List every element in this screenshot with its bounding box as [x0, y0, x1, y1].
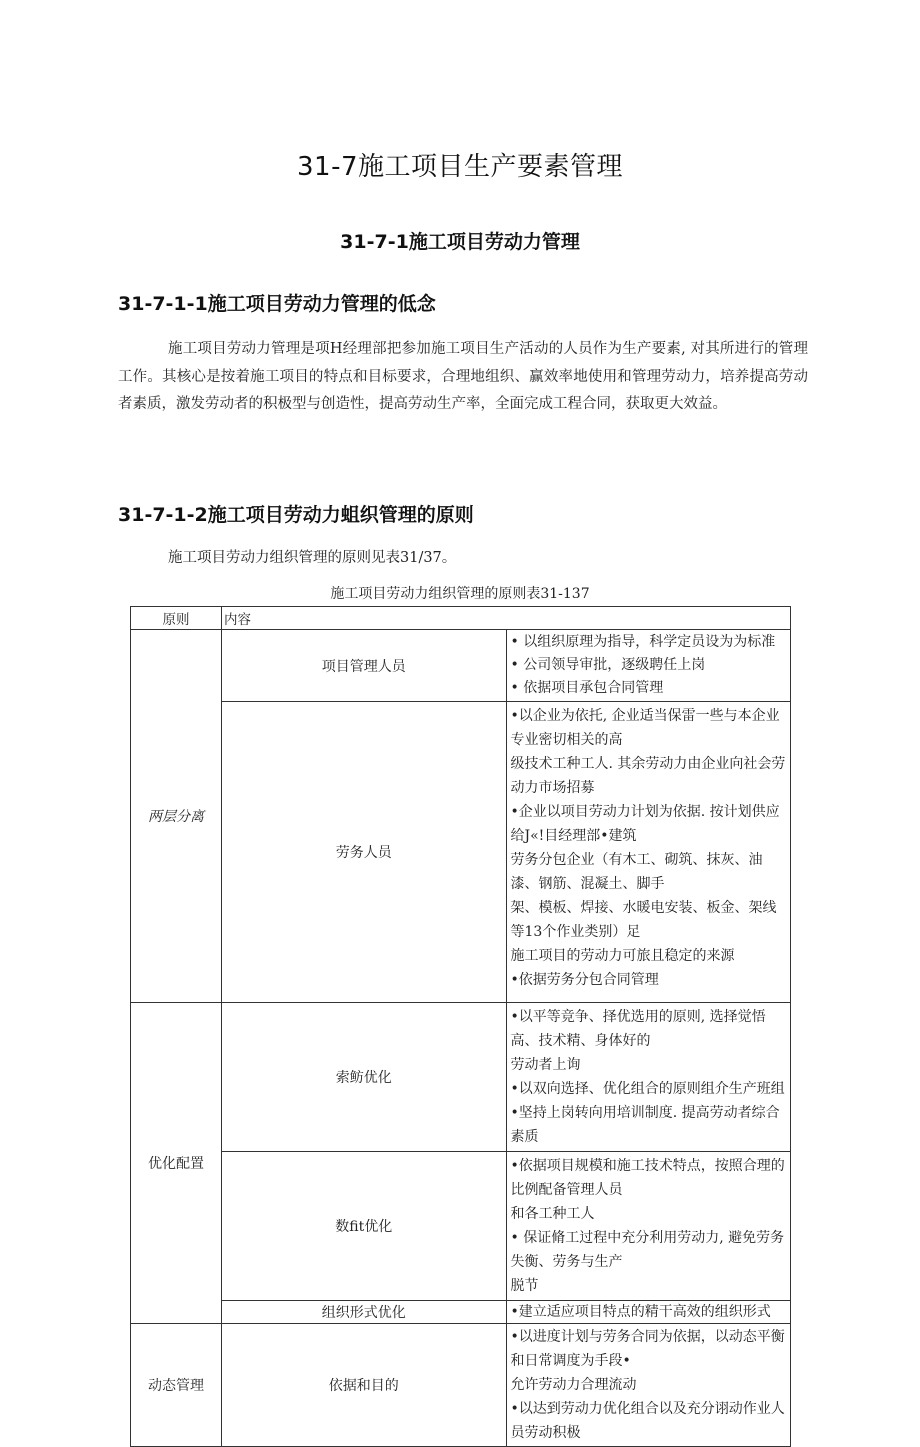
- content-line: • 公司领导审批，逐级聘任上岗: [510, 657, 706, 673]
- content-line: •依据项目规模和施工技术特点，按照合理的比例配备管理人员: [510, 1158, 785, 1198]
- item-cell: 数fit优化: [222, 1152, 507, 1301]
- subsection-heading-concept: 31-7-1-1施工项目劳动力管理的低念: [118, 293, 436, 315]
- content-line: •以平等竞争、择优选用的原则, 选择觉悟高、技术精、身体好的: [510, 1009, 766, 1049]
- table-row: [131, 1152, 791, 1301]
- content-line: 允许劳动力合理流动: [510, 1377, 637, 1393]
- item-cell: 劳务人员: [222, 702, 507, 1003]
- section-heading: 31-7-1施工项目劳动力管理: [340, 231, 580, 253]
- content-line: 施工项目的劳动力可旅且稳定的来源: [510, 948, 735, 964]
- content-line: •坚持上岗转向用培训制度. 提高劳动者综合素质: [510, 1105, 780, 1145]
- item-cell: 依据和目的: [222, 1324, 507, 1447]
- content-line: •以企业为依托, 企业适当保雷一些与本企业专业密切相关的高: [510, 708, 780, 748]
- content-cell: [506, 630, 791, 702]
- table-row: [131, 1003, 791, 1152]
- item-cell: 索鲂优化: [222, 1003, 507, 1152]
- content-line: 架、模板、焊接、水暖电安装、板金、架线等13个作业类别）足: [510, 900, 777, 940]
- principles-table: [130, 606, 791, 1447]
- principle-cell: 两层分离: [131, 630, 222, 1003]
- table-header-row: [131, 607, 791, 630]
- content-line: •以双向选择、优化组合的原则组介生产班组: [510, 1081, 785, 1097]
- content-line: •以进度计划与劳务合同为依据，以动态平衡和日常调度为手段•: [510, 1329, 785, 1369]
- subsection-heading-principles: 31-7-1-2施工项目劳动力蛆织管理的原则: [118, 504, 474, 526]
- content-line: •企业以项目劳动力计划为依据. 按计划供应给J«!目经理部•建筑: [510, 804, 780, 844]
- content-cell: [506, 1003, 791, 1152]
- table-row: [131, 630, 791, 702]
- content-line: •建立适应项目特点的精干高效的组织形式: [510, 1303, 771, 1320]
- item-cell: 组织形式优化: [222, 1301, 507, 1324]
- content-line: •以达到劳动力优化组合以及充分诩动作业人员劳动积极: [510, 1401, 785, 1441]
- content-line: 劳务分包企业（有木工、砌筑、抹灰、油漆、钢筋、混凝土、脚手: [510, 852, 763, 892]
- principle-cell: 动态管理: [131, 1324, 222, 1447]
- content-line: 级技术工种工人. 其余劳动力由企业向社会劳动力市场招募: [510, 756, 786, 796]
- content-line: 和各工种工人: [510, 1206, 595, 1222]
- content-line: • 依据项目承包合同管理: [510, 680, 664, 696]
- content-line: 脱节: [510, 1278, 539, 1294]
- table-row: [131, 1301, 791, 1324]
- principle-cell: 优化配置: [131, 1003, 222, 1324]
- content-cell: [506, 1324, 791, 1447]
- header-principle: 原则: [131, 607, 222, 630]
- content-line: 劳动者上询: [510, 1057, 581, 1073]
- content-line: •依据劳务分包合同管理: [510, 972, 659, 988]
- content-line: • 保证脩工过程中充分利用劳动力, 避免劳务失衡、劳务与生产: [510, 1230, 785, 1270]
- concept-paragraph: 施工项目劳动力管理是项H经理部把参加施工项目生产活动的人员作为生产要素, 对其所进行的管理工作。其核心是按着施工项目的特点和目标要求，合理地组织、赢效率地使用和管理劳动力，培养提高劳动者素质，激发劳动者的积极型与创造性，提高劳动生产率，全面完成工程合同，获取更大效益。: [118, 341, 808, 412]
- table-row: [131, 1324, 791, 1447]
- content-cell: [506, 1301, 791, 1324]
- content-line: • 以组织原理为指导，科学定员设为为标准: [510, 634, 776, 650]
- item-cell: 项目管理人员: [222, 630, 507, 702]
- principles-paragraph: 施工项目劳动力组织管理的原则见表31/37。: [168, 550, 457, 566]
- table-caption: 施工项目劳动力组织管理的原则表31-137: [330, 586, 590, 602]
- header-content: 内容: [222, 607, 791, 630]
- table-row: [131, 702, 791, 1003]
- content-cell: [506, 702, 791, 1003]
- chapter-heading: 31-7施工项目生产要素管理: [296, 152, 623, 182]
- content-cell: [506, 1152, 791, 1301]
